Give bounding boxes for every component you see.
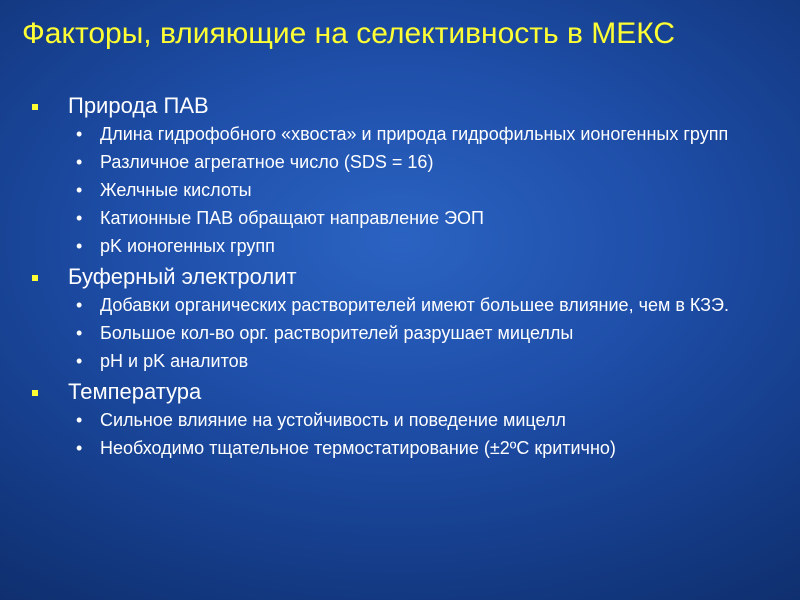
- list-item-text: Желчные кислоты: [100, 180, 252, 200]
- list-item-text: Длина гидрофобного «хвоста» и природа гидрофильных ионогенных групп: [100, 124, 729, 144]
- list-item-text: Катионные ПАВ обращают направление ЭОП: [100, 208, 484, 228]
- list-item: [32, 151, 772, 174]
- list-item: [32, 179, 772, 202]
- square-bullet-icon: [32, 104, 38, 110]
- section-heading-text: Природа ПАВ: [68, 93, 209, 118]
- list-item: [32, 294, 772, 317]
- list-item-text: pK ионогенных групп: [100, 236, 275, 256]
- square-bullet-icon: [32, 275, 38, 281]
- list-item-text: Необходимо тщательное термостатирование (±2ºC критично): [100, 438, 616, 458]
- square-bullet-icon: [32, 390, 38, 396]
- list-item: [32, 235, 772, 258]
- list-item-text: Большое кол-во орг. растворителей разрушает мицеллы: [100, 323, 574, 343]
- bullet-icon: •: [76, 438, 83, 458]
- list-item-text: Добавки органических растворителей имеют большее влияние, чем в КЗЭ.: [100, 295, 729, 315]
- section-heading: [32, 263, 772, 291]
- section-heading-text: Температура: [68, 379, 202, 404]
- list-item: [32, 409, 772, 432]
- section-buffer-electrolyte: [32, 263, 772, 373]
- section-temperature: [32, 378, 772, 460]
- bullet-icon: •: [76, 295, 83, 315]
- section-surfactant-nature: [32, 92, 772, 258]
- bullet-icon: •: [76, 351, 83, 371]
- section-heading: [32, 378, 772, 406]
- list-item: [32, 322, 772, 345]
- bullet-icon: •: [76, 323, 83, 343]
- bullet-icon: •: [76, 236, 83, 256]
- list-item-text: Сильное влияние на устойчивость и поведение мицелл: [100, 410, 566, 430]
- list-item: [32, 350, 772, 373]
- bullet-icon: •: [76, 124, 83, 144]
- bullet-icon: •: [76, 208, 83, 228]
- slide-content: [32, 92, 772, 465]
- slide-title: Факторы, влияющие на селективность в МЕКС: [22, 17, 676, 50]
- bullet-icon: •: [76, 180, 83, 200]
- bullet-icon: •: [76, 152, 83, 172]
- section-heading-text: Буферный электролит: [68, 264, 297, 289]
- section-heading: [32, 92, 772, 120]
- list-item-text: pH и pK аналитов: [100, 351, 249, 371]
- bullet-icon: •: [76, 410, 83, 430]
- list-item: [32, 123, 772, 146]
- list-item: [32, 207, 772, 230]
- list-item-text: Различное агрегатное число (SDS = 16): [100, 152, 434, 172]
- list-item: [32, 437, 772, 460]
